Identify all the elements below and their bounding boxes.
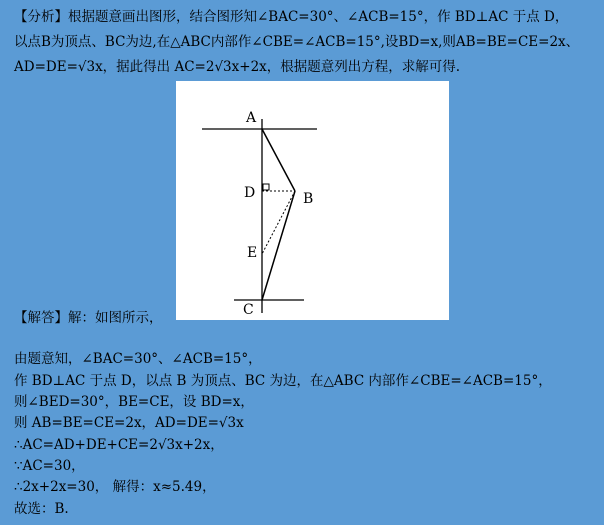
answer-line-4: 则 AB=BE=CE=2x，AD=DE=√3x xyxy=(14,415,244,431)
label-b: B xyxy=(303,191,314,207)
answer-line-8: 故选：B. xyxy=(14,501,69,517)
label-c: C xyxy=(243,302,254,318)
answer-line-7: ∴2x+2x=30， 解得：x≈5.49， xyxy=(14,479,216,495)
analysis-line-2: 以点B为顶点、BC为边,在△ABC内部作∠CBE=∠ACB=15°,设BD=x,则AB=BE=CE=2x、 xyxy=(14,34,580,50)
answer-header: 【解答】解：如图所示， xyxy=(14,310,163,326)
label-e: E xyxy=(247,245,258,261)
answer-line-2: 作 BD⊥AC 于点 D，以点 B 为顶点、BC 为边，在△ABC 内部作∠CBE=∠ACB=15°， xyxy=(14,373,552,389)
geometry-diagram xyxy=(176,81,449,320)
answer-line-1: 由题意知，∠BAC=30°、∠ACB=15°， xyxy=(14,351,262,367)
analysis-line-3: AD=DE=√3x，据此得出 AC=2√3x+2x，根据题意列出方程，求解可得. xyxy=(14,59,461,75)
geometry-figure xyxy=(176,81,449,320)
right-angle-mark xyxy=(263,184,269,190)
answer-line-3: 则∠BED=30°，BE=CE，设 BD=x， xyxy=(14,394,254,410)
segment-ab xyxy=(262,129,295,191)
label-d: D xyxy=(244,185,256,201)
label-a: A xyxy=(246,110,257,126)
analysis-line-1: 【分析】根据题意画出图形，结合图形知∠BAC=30°、∠ACB=15°，作 BD⊥AC 于点 D， xyxy=(14,9,569,25)
answer-line-6: ∵AC=30， xyxy=(14,458,85,474)
answer-line-5: ∴AC=AD+DE+CE=2√3x+2x， xyxy=(14,437,224,453)
